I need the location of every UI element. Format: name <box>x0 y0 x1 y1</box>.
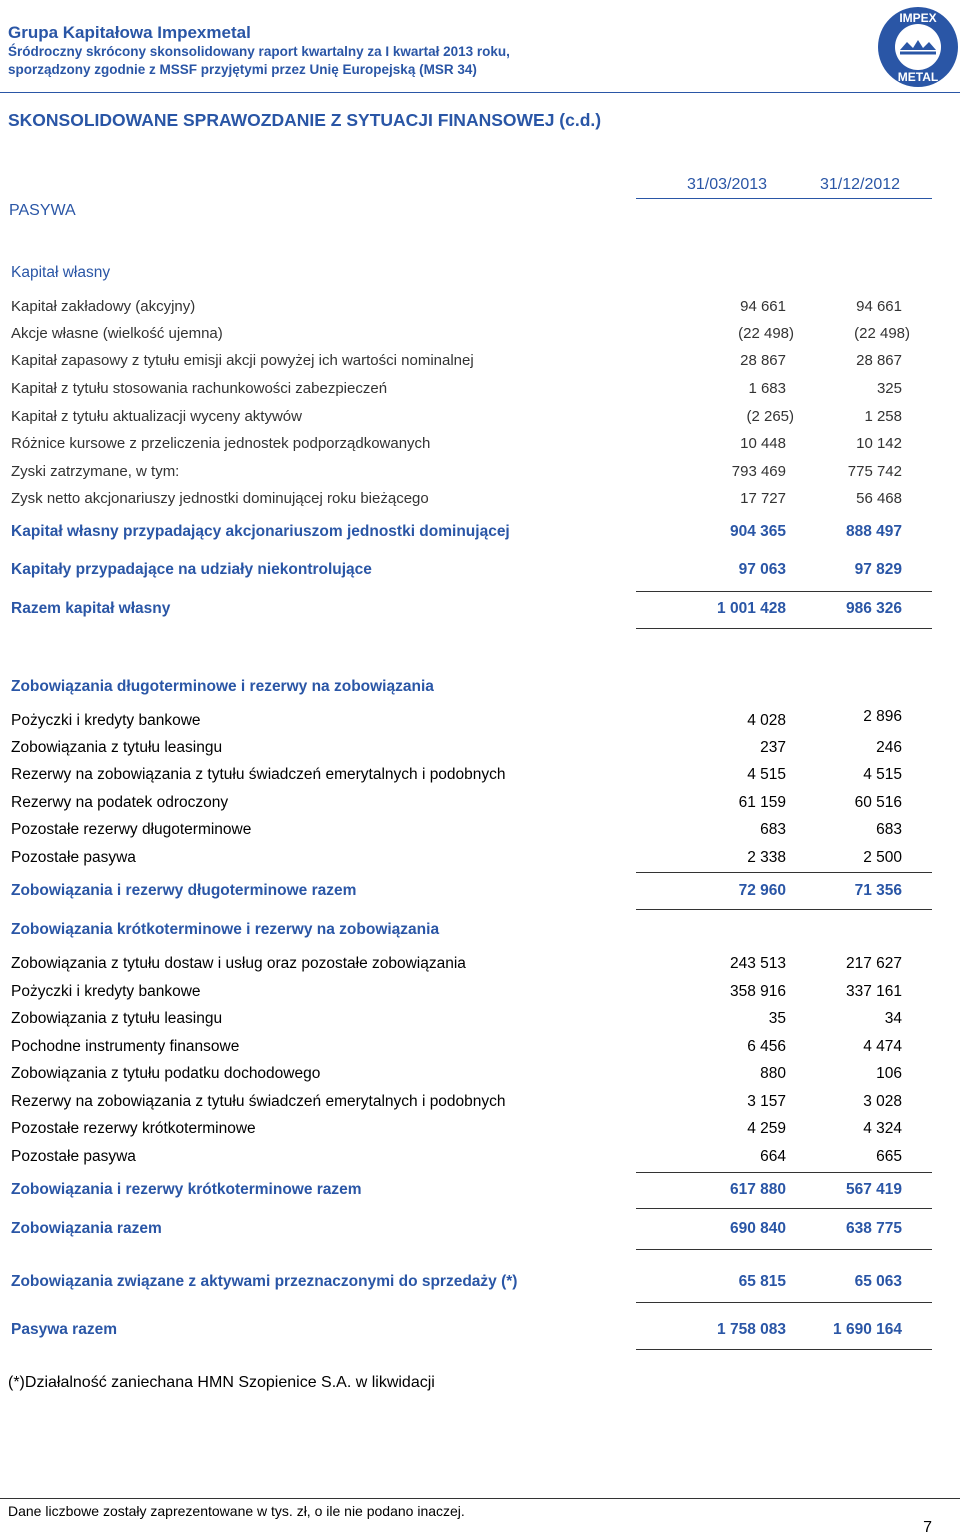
value-2013: 1 001 428 <box>717 600 786 617</box>
value-2012: 775 742 <box>847 463 902 480</box>
table-row <box>0 792 960 814</box>
report-subtitle-1: Śródroczny skrócony skonsolidowany raport kwartalny za I kwartał 2013 roku, <box>8 44 510 59</box>
value-2012: 94 661 <box>856 298 902 315</box>
row-label: Kapitał z tytułu stosowania rachunkowości zabezpieczeń <box>11 380 388 397</box>
value-2013: 10 448 <box>740 435 786 452</box>
value-2012: 683 <box>876 821 902 838</box>
row-label: Zobowiązania z tytułu dostaw i usług oraz pozostałe zobowiązania <box>11 955 466 972</box>
value-2013: 3 157 <box>747 1093 786 1110</box>
table-row <box>0 819 960 841</box>
row-label: Zobowiązania i rezerwy krótkoterminowe razem <box>11 1181 362 1198</box>
row-label: Kapitał własny przypadający akcjonariuszom jednostki dominującej <box>11 523 510 540</box>
row-label: Zobowiązania związane z aktywami przeznaczonymi do sprzedaży (*) <box>11 1273 518 1290</box>
logo-text-bottom: METAL <box>897 70 939 84</box>
value-2013: 4 259 <box>747 1120 786 1137</box>
value-2012: 217 627 <box>845 955 902 972</box>
value-2012: 1 690 164 <box>833 1321 902 1338</box>
value-2012: 1 258 <box>864 408 902 425</box>
value-2013: 880 <box>760 1065 786 1082</box>
grand-total-rule <box>636 1349 932 1350</box>
table-row <box>0 1036 960 1058</box>
company-name: Grupa Kapitałowa Impexmetal <box>8 23 251 42</box>
row-label: Kapitał zapasowy z tytułu emisji akcji powyżej ich wartości nominalnej <box>11 352 474 369</box>
total-rule-bottom <box>636 628 932 629</box>
value-2013: 793 469 <box>731 463 786 480</box>
value-2013: 690 840 <box>729 1220 786 1237</box>
row-label: Kapitały przypadające na udziały niekontrolujące <box>11 561 372 578</box>
value-2013: 1 758 083 <box>717 1321 786 1338</box>
value-2013: 904 365 <box>729 523 786 540</box>
short-term-header <box>0 919 960 941</box>
value-2013: 664 <box>760 1148 786 1165</box>
table-row <box>0 953 960 975</box>
value-2013: 4 028 <box>747 712 786 729</box>
value-2012: 888 497 <box>845 523 902 540</box>
impexmetal-logo <box>877 6 959 88</box>
value-2013: 1 683 <box>748 380 786 397</box>
row-label: Pasywa razem <box>11 1321 117 1338</box>
table-row <box>0 378 960 400</box>
table-row <box>0 350 960 372</box>
value-2013: 72 960 <box>738 882 786 899</box>
table-row <box>0 488 960 510</box>
total-rule-top <box>636 591 932 592</box>
table-row <box>0 764 960 786</box>
report-subtitle-2: sporządzony zgodnie z MSSF przyjętymi przez Unię Europejską (MSR 34) <box>8 62 477 77</box>
value-2012: 4 515 <box>863 766 902 783</box>
value-2013: 2 338 <box>747 849 786 866</box>
table-row <box>0 847 960 869</box>
row-label: Rezerwy na podatek odroczony <box>11 794 229 811</box>
value-2013: (22 498) <box>738 325 794 342</box>
value-2012: 2 500 <box>863 849 902 866</box>
table-row <box>0 1091 960 1113</box>
value-2013: 4 515 <box>747 766 786 783</box>
value-2012: 34 <box>884 1010 902 1027</box>
section-title: Zobowiązania krótkoterminowe i rezerwy na zobowiązania <box>11 921 440 938</box>
row-label: Zobowiązania z tytułu leasingu <box>11 739 223 756</box>
value-2013: 65 815 <box>738 1273 786 1290</box>
row-label: Pozostałe rezerwy krótkoterminowe <box>11 1120 256 1137</box>
value-2013: 97 063 <box>738 561 786 578</box>
column-header-2012: 31/12/2012 <box>819 176 901 193</box>
section-pasywa: PASYWA <box>9 202 76 219</box>
value-2013: 358 916 <box>729 983 786 1000</box>
row-label: Kapitał z tytułu aktualizacji wyceny aktywów <box>11 408 302 425</box>
column-header-underline <box>636 198 932 199</box>
column-header-2013: 31/03/2013 <box>686 176 768 193</box>
table-row-subtotal <box>0 559 960 581</box>
equity-header <box>0 262 960 284</box>
table-row <box>0 296 960 318</box>
table-row <box>0 1008 960 1030</box>
row-label: Kapitał zakładowy (akcyjny) <box>11 298 196 315</box>
page-number: 7 <box>923 1519 932 1536</box>
row-label: Zobowiązania z tytułu podatku dochodowego <box>11 1065 321 1082</box>
value-2012: 2 896 <box>863 708 902 725</box>
row-label: Pożyczki i kredyty bankowe <box>11 983 201 1000</box>
table-row <box>0 1118 960 1140</box>
row-label: Akcje własne (wielkość ujemna) <box>11 325 223 342</box>
table-row <box>0 981 960 1003</box>
row-label: Zyski zatrzymane, w tym: <box>11 463 180 480</box>
value-2012: 97 829 <box>854 561 902 578</box>
value-2012: 638 775 <box>845 1220 902 1237</box>
row-label: Rezerwy na zobowiązania z tytułu świadczeń emerytalnych i podobnych <box>11 1093 506 1110</box>
value-2013: 61 159 <box>738 794 786 811</box>
value-2013: 94 661 <box>740 298 786 315</box>
value-2012: 56 468 <box>856 490 902 507</box>
value-2012: (22 498) <box>854 325 910 342</box>
value-2013: 17 727 <box>740 490 786 507</box>
value-2013: 683 <box>760 821 786 838</box>
subtotal-rule-top <box>636 1172 932 1173</box>
table-row <box>0 433 960 455</box>
value-2012: 567 419 <box>845 1181 902 1198</box>
value-2013: 243 513 <box>729 955 786 972</box>
footer-divider <box>0 1498 960 1499</box>
value-2012: 106 <box>876 1065 902 1082</box>
long-term-header <box>0 676 960 698</box>
report-header <box>8 22 510 79</box>
value-2012: 337 161 <box>845 983 902 1000</box>
subtotal-rule-top <box>636 872 932 873</box>
row-label: Pozostałe pasywa <box>11 1148 136 1165</box>
row-label: Zysk netto akcjonariuszy jednostki dominującej roku bieżącego <box>11 490 429 507</box>
table-row <box>0 406 960 428</box>
row-label: Rezerwy na zobowiązania z tytułu świadczeń emerytalnych i podobnych <box>11 766 506 783</box>
logo-text-top: IMPEX <box>899 11 937 25</box>
row-label: Pożyczki i kredyty bankowe <box>11 712 201 729</box>
subtotal-rule-bottom <box>636 1208 932 1209</box>
value-2012: 10 142 <box>856 435 902 452</box>
section-title: Zobowiązania długoterminowe i rezerwy na zobowiązania <box>11 678 434 695</box>
value-2013: 35 <box>768 1010 786 1027</box>
value-2013: 237 <box>760 739 786 756</box>
value-2012: 325 <box>876 380 902 397</box>
table-row <box>0 323 960 345</box>
row-label: Pozostałe pasywa <box>11 849 136 866</box>
table-row-subtotal <box>0 1179 960 1201</box>
table-row <box>0 1146 960 1168</box>
table-row-grand-total <box>0 1319 960 1341</box>
value-2012: 65 063 <box>854 1273 902 1290</box>
table-row <box>0 1063 960 1085</box>
value-2013: 28 867 <box>740 352 786 369</box>
value-2012: 986 326 <box>845 600 902 617</box>
statement-title: SKONSOLIDOWANE SPRAWOZDANIE Z SYTUACJI FINANSOWEJ (c.d.) <box>8 110 602 130</box>
table-row-total <box>0 1271 960 1293</box>
value-2012: 3 028 <box>863 1093 902 1110</box>
table-row-subtotal <box>0 521 960 543</box>
header-divider <box>0 92 960 93</box>
table-row <box>0 737 960 759</box>
value-2013: (2 265) <box>746 408 794 425</box>
section-title: Kapitał własny <box>11 264 111 281</box>
value-2012: 60 516 <box>854 794 902 811</box>
table-row-total <box>0 1218 960 1240</box>
footnote: (*)Działalność zaniechana HMN Szopienice S.A. w likwidacji <box>8 1374 435 1391</box>
value-2012: 71 356 <box>854 882 902 899</box>
subtotal-rule-bottom <box>636 909 932 910</box>
row-label: Zobowiązania razem <box>11 1220 162 1237</box>
total-rule <box>636 1249 932 1250</box>
row-label: Razem kapitał własny <box>11 600 171 617</box>
value-2013: 617 880 <box>729 1181 786 1198</box>
value-2012: 4 324 <box>863 1120 902 1137</box>
row-label: Zobowiązania z tytułu leasingu <box>11 1010 223 1027</box>
value-2012: 246 <box>876 739 902 756</box>
value-2012: 665 <box>876 1148 902 1165</box>
row-label: Zobowiązania i rezerwy długoterminowe razem <box>11 882 357 899</box>
row-label: Różnice kursowe z przeliczenia jednostek podporządkowanych <box>11 435 431 452</box>
value-2012: 28 867 <box>856 352 902 369</box>
value-2013: 6 456 <box>747 1038 786 1055</box>
row-label: Pochodne instrumenty finansowe <box>11 1038 240 1055</box>
table-row-total <box>0 598 960 620</box>
table-row <box>0 461 960 483</box>
table-row-subtotal <box>0 880 960 902</box>
footer-text: Dane liczbowe zostały zaprezentowane w tys. zł, o ile nie podano inaczej. <box>8 1503 465 1519</box>
total-rule <box>636 1302 932 1303</box>
value-2012: 4 474 <box>863 1038 902 1055</box>
table-row <box>0 710 960 732</box>
row-label: Pozostałe rezerwy długoterminowe <box>11 821 252 838</box>
